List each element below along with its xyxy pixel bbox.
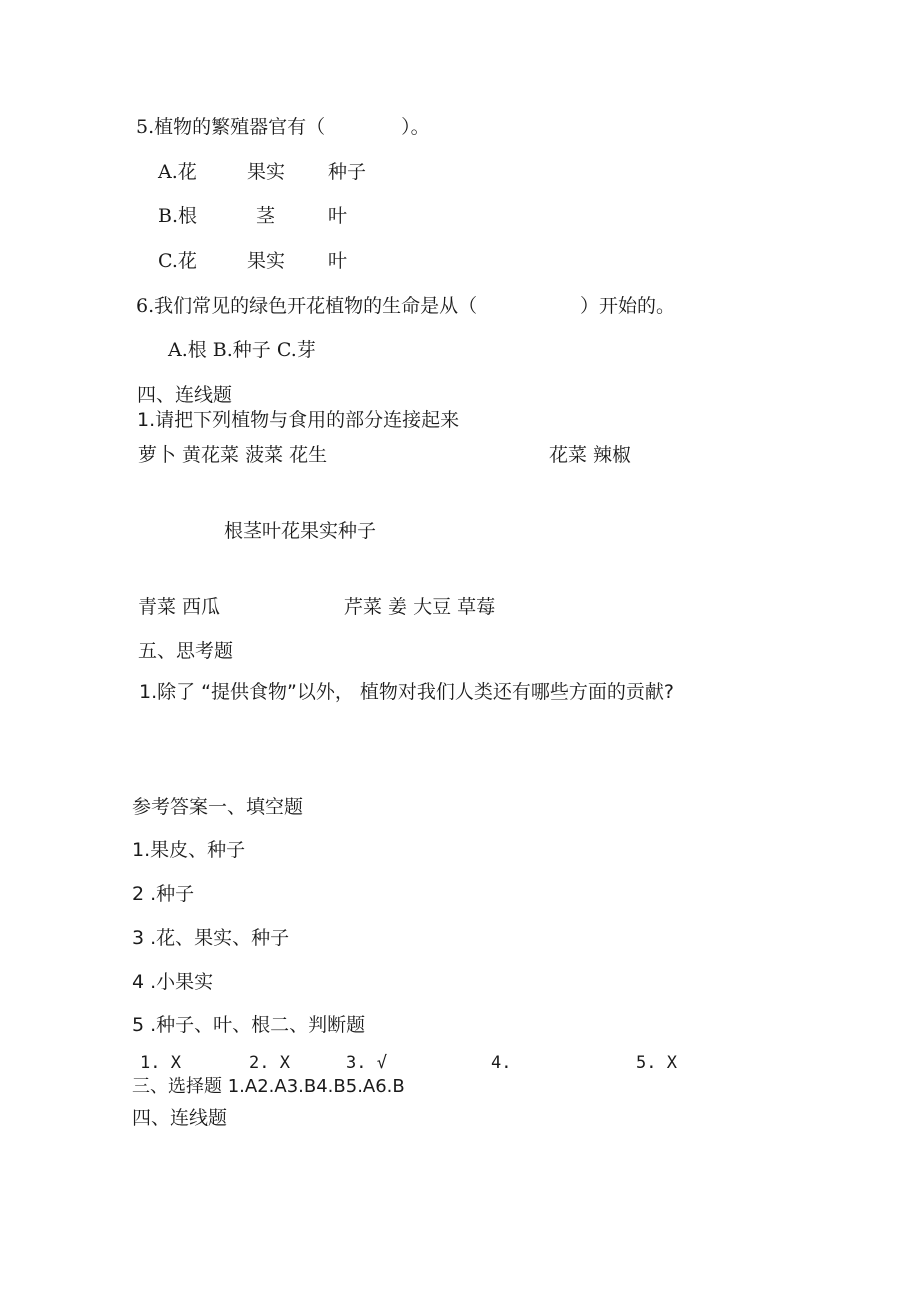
answer-fill-2: 2 .种子	[132, 883, 195, 905]
answer-judge-1: 1. X	[140, 1053, 181, 1073]
question-6-options: A.根 B.种子 C.芽	[168, 339, 316, 361]
answer-judge-4: 4.	[491, 1053, 512, 1073]
matching-section-heading: 四、连线题	[137, 384, 233, 406]
answer-fill-3: 3 .花、果实、种子	[132, 927, 290, 949]
question-6-stem-end: ）开始的。	[580, 295, 676, 317]
q5-option-a-1: A.花	[158, 161, 197, 183]
q5-option-c-2: 果实	[247, 250, 286, 272]
thinking-section-heading: 五、思考题	[138, 640, 234, 662]
answer-fill-5: 5 .种子、叶、根二、判断题	[132, 1014, 366, 1036]
matching-plants-bottom-left: 青菜 西瓜	[138, 596, 221, 618]
thinking-question: 1.除了 “提供食物”以外， 植物对我们人类还有哪些方面的贡献?	[139, 681, 674, 703]
q5-option-a-3: 种子	[328, 161, 367, 183]
answer-fill-4: 4 .小果实	[132, 971, 214, 993]
question-5-stem: 5.植物的繁殖器官有（ ）。	[136, 116, 430, 138]
question-6-stem-start: 6.我们常见的绿色开花植物的生命是从（	[136, 295, 478, 317]
q5-option-b-3: 叶	[328, 205, 348, 227]
answer-fill-1: 1.果皮、种子	[132, 839, 246, 861]
answer-judge-3: 3. √	[346, 1053, 387, 1073]
answers-matching-heading: 四、连线题	[132, 1107, 228, 1129]
q5-option-c-3: 叶	[328, 250, 348, 272]
matching-instruction: 1.请把下列植物与食用的部分连接起来	[137, 409, 460, 431]
q5-option-c-1: C.花	[158, 250, 197, 272]
matching-plants-top-right: 花菜 辣椒	[549, 444, 632, 466]
answer-judge-2: 2. X	[249, 1053, 290, 1073]
answers-heading: 参考答案一、填空题	[132, 796, 304, 818]
q5-option-a-2: 果实	[247, 161, 286, 183]
answer-judge-5: 5. X	[636, 1053, 677, 1073]
matching-plant-parts: 根茎叶花果实种子	[224, 520, 377, 542]
q5-option-b-2: 茎	[256, 205, 276, 227]
matching-plants-top-left: 萝卜 黄花菜 菠菜 花生	[138, 444, 328, 466]
matching-plants-bottom-right: 芹菜 姜 大豆 草莓	[344, 596, 496, 618]
answer-choice: 三、选择题 1.A2.A3.B4.B5.A6.B	[132, 1076, 405, 1097]
q5-option-b-1: B.根	[158, 205, 198, 227]
